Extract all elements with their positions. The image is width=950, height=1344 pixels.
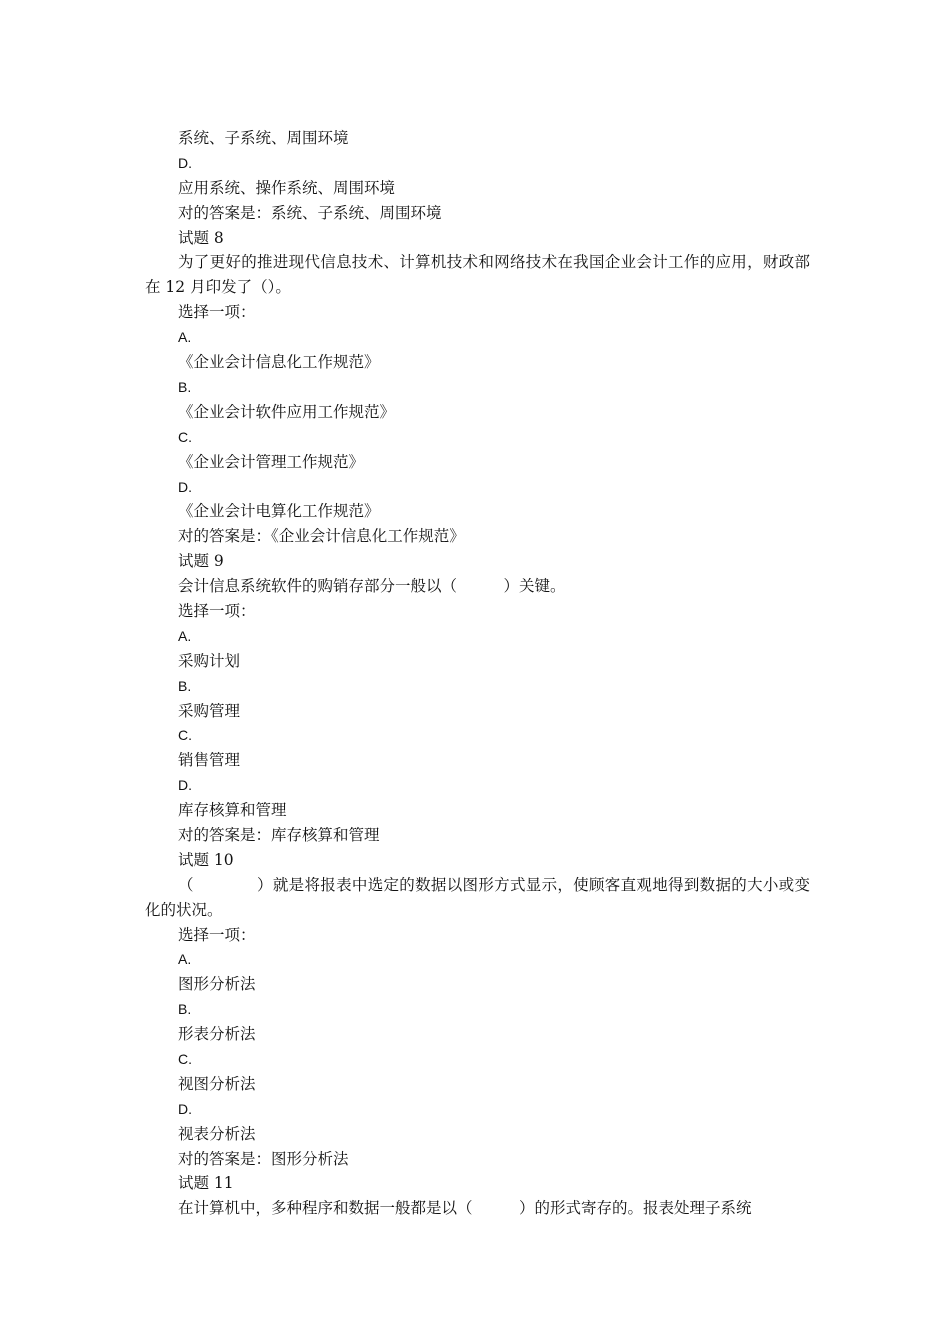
text-line: 在计算机中，多种程序和数据一般都是以（ ）的形式寄存的。报表处理子系统 <box>178 1199 752 1218</box>
correct-answer: 对的答案是：《企业会计信息化工作规范》 <box>178 527 465 546</box>
option-letter: B. <box>178 1001 192 1018</box>
option-letter: D. <box>178 777 192 794</box>
document-body <box>145 126 810 1221</box>
text-line: 应用系统、操作系统、周围环境 <box>178 178 396 197</box>
question-text: （ ）就是将报表中选定的数据以图形方式显示，使顾客直观地得到数据的大小或变化的状况。 <box>145 875 810 919</box>
option-letter: A. <box>178 627 192 644</box>
text-line: 《企业会计软件应用工作规范》 <box>178 402 396 421</box>
option-letter: B. <box>178 677 192 694</box>
option-letter: A. <box>178 951 192 968</box>
text-line: 销售管理 <box>178 751 241 770</box>
question-number: 试题 9 <box>178 552 224 571</box>
option-letter: D. <box>178 1100 192 1117</box>
option-letter: D. <box>178 154 192 171</box>
correct-answer: 对的答案是：库存核算和管理 <box>178 825 380 844</box>
question-number: 试题 8 <box>178 228 224 247</box>
text-line: 采购计划 <box>178 651 241 670</box>
text-line: 视表分析法 <box>178 1124 256 1143</box>
text-line: 库存核算和管理 <box>178 801 287 820</box>
option-letter: C. <box>178 428 192 445</box>
option-letter: B. <box>178 378 192 395</box>
option-letter: C. <box>178 1051 192 1068</box>
text-line: 采购管理 <box>178 701 241 720</box>
correct-answer: 对的答案是：系统、子系统、周围环境 <box>178 203 442 222</box>
choose-one-label: 选择一项： <box>178 303 256 322</box>
text-line: 《企业会计管理工作规范》 <box>178 452 365 471</box>
question-number: 试题 10 <box>178 850 234 869</box>
text-line: 形表分析法 <box>178 1025 256 1044</box>
option-letter: A. <box>178 329 192 346</box>
correct-answer: 对的答案是：图形分析法 <box>178 1149 349 1168</box>
text-line: 会计信息系统软件的购销存部分一般以（ ）关键。 <box>178 577 566 596</box>
text-line: 图形分析法 <box>178 975 256 994</box>
option-letter: C. <box>178 727 192 744</box>
text-line: 《企业会计信息化工作规范》 <box>178 353 380 372</box>
question-text: 为了更好的推进现代信息技术、计算机技术和网络技术在我国企业会计工作的应用，财政部在 12 月印发了（）。 <box>145 253 810 297</box>
option-letter: D. <box>178 478 192 495</box>
choose-one-label: 选择一项： <box>178 601 256 620</box>
text-line: 《企业会计电算化工作规范》 <box>178 502 380 521</box>
text-line: 视图分析法 <box>178 1074 256 1093</box>
question-number: 试题 11 <box>178 1174 234 1193</box>
text-line: 系统、子系统、周围环境 <box>178 129 349 147</box>
choose-one-label: 选择一项： <box>178 925 256 944</box>
